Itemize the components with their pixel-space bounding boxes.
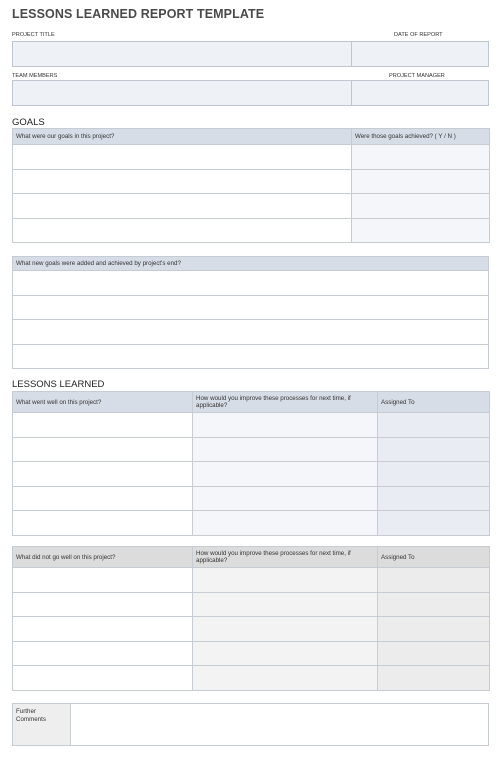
table-row	[13, 568, 490, 593]
date-of-report-field[interactable]	[352, 42, 488, 66]
table-row	[13, 592, 490, 617]
assigned-to-cell[interactable]	[378, 462, 490, 487]
team-members-label: TEAM MEMBERS	[12, 73, 58, 79]
project-manager-label: PROJECT MANAGER	[389, 73, 445, 79]
table-row	[13, 295, 489, 320]
table-row	[13, 486, 490, 511]
went-well-cell[interactable]	[13, 486, 193, 511]
table-row	[13, 666, 490, 691]
team-info-box	[12, 80, 489, 106]
improve-cell[interactable]	[193, 568, 378, 593]
achieved-cell[interactable]	[352, 145, 490, 170]
not-well-cell[interactable]	[13, 568, 193, 593]
not-well-cell[interactable]	[13, 617, 193, 642]
goal-cell[interactable]	[13, 218, 352, 243]
achieved-cell[interactable]	[352, 169, 490, 194]
assigned-to-cell[interactable]	[378, 413, 490, 438]
further-comments-label	[13, 704, 71, 745]
assigned-to-col-header: Assigned To	[378, 392, 490, 413]
assigned-to-cell[interactable]	[378, 666, 490, 691]
goals-table	[12, 128, 490, 243]
new-goal-cell[interactable]	[13, 320, 489, 345]
assigned-to-col-header: Assigned To	[378, 547, 490, 568]
improve-cell[interactable]	[193, 413, 378, 438]
improve-cell[interactable]	[193, 641, 378, 666]
table-row	[13, 218, 490, 243]
table-row	[13, 320, 489, 345]
project-title-label: PROJECT TITLE	[12, 32, 55, 38]
table-row	[13, 271, 489, 296]
new-goals-table	[12, 256, 489, 369]
further-comments-field[interactable]	[71, 704, 488, 745]
table-row	[13, 413, 490, 438]
went-well-cell[interactable]	[13, 511, 193, 536]
table-row	[13, 462, 490, 487]
table-row	[13, 169, 490, 194]
went-well-cell[interactable]	[13, 413, 193, 438]
table-row	[13, 145, 490, 170]
new-goal-cell[interactable]	[13, 271, 489, 296]
table-row	[13, 617, 490, 642]
table-row	[13, 194, 490, 219]
not-well-cell[interactable]	[13, 666, 193, 691]
assigned-to-cell[interactable]	[378, 641, 490, 666]
project-manager-field[interactable]	[352, 81, 488, 105]
improve-cell[interactable]	[193, 666, 378, 691]
project-info-box	[12, 41, 489, 67]
goal-cell[interactable]	[13, 169, 352, 194]
new-goal-cell[interactable]	[13, 295, 489, 320]
not-well-table	[12, 546, 490, 691]
assigned-to-cell[interactable]	[378, 511, 490, 536]
not-well-col-header: What did not go well on this project?	[13, 547, 193, 568]
not-well-cell[interactable]	[13, 641, 193, 666]
went-well-col-header: What went well on this project?	[13, 392, 193, 413]
page-title: LESSONS LEARNED REPORT TEMPLATE	[12, 7, 265, 21]
assigned-to-cell[interactable]	[378, 592, 490, 617]
achieved-cell[interactable]	[352, 194, 490, 219]
goal-cell[interactable]	[13, 194, 352, 219]
improve-col-header: How would you improve these processes for next time, if applicable?	[193, 547, 378, 568]
went-well-table	[12, 391, 490, 536]
went-well-cell[interactable]	[13, 437, 193, 462]
goals-section-title: GOALS	[12, 117, 45, 128]
further-comments-label-line2: Comments	[16, 716, 46, 723]
assigned-to-cell[interactable]	[378, 437, 490, 462]
improve-cell[interactable]	[193, 437, 378, 462]
not-well-cell[interactable]	[13, 592, 193, 617]
new-goal-cell[interactable]	[13, 344, 489, 369]
table-row	[13, 437, 490, 462]
improve-cell[interactable]	[193, 462, 378, 487]
new-goals-col-header: What new goals were added and achieved by project's end?	[13, 257, 489, 271]
table-row	[13, 641, 490, 666]
improve-cell[interactable]	[193, 617, 378, 642]
further-comments-label-line1: Further	[16, 708, 36, 715]
assigned-to-cell[interactable]	[378, 486, 490, 511]
assigned-to-cell[interactable]	[378, 568, 490, 593]
achieved-col-header: Were those goals achieved? ( Y / N )	[352, 129, 490, 145]
lessons-section-title: LESSONS LEARNED	[12, 379, 105, 390]
goal-cell[interactable]	[13, 145, 352, 170]
went-well-cell[interactable]	[13, 462, 193, 487]
achieved-cell[interactable]	[352, 218, 490, 243]
table-row	[13, 511, 490, 536]
date-of-report-label: DATE OF REPORT	[394, 32, 443, 38]
improve-cell[interactable]	[193, 511, 378, 536]
assigned-to-cell[interactable]	[378, 617, 490, 642]
further-comments-box	[12, 703, 489, 746]
improve-col-header: How would you improve these processes for next time, if applicable?	[193, 392, 378, 413]
improve-cell[interactable]	[193, 486, 378, 511]
table-row	[13, 344, 489, 369]
project-title-field[interactable]	[13, 42, 351, 66]
team-members-field[interactable]	[13, 81, 351, 105]
goals-col-header: What were our goals in this project?	[13, 129, 352, 145]
improve-cell[interactable]	[193, 592, 378, 617]
